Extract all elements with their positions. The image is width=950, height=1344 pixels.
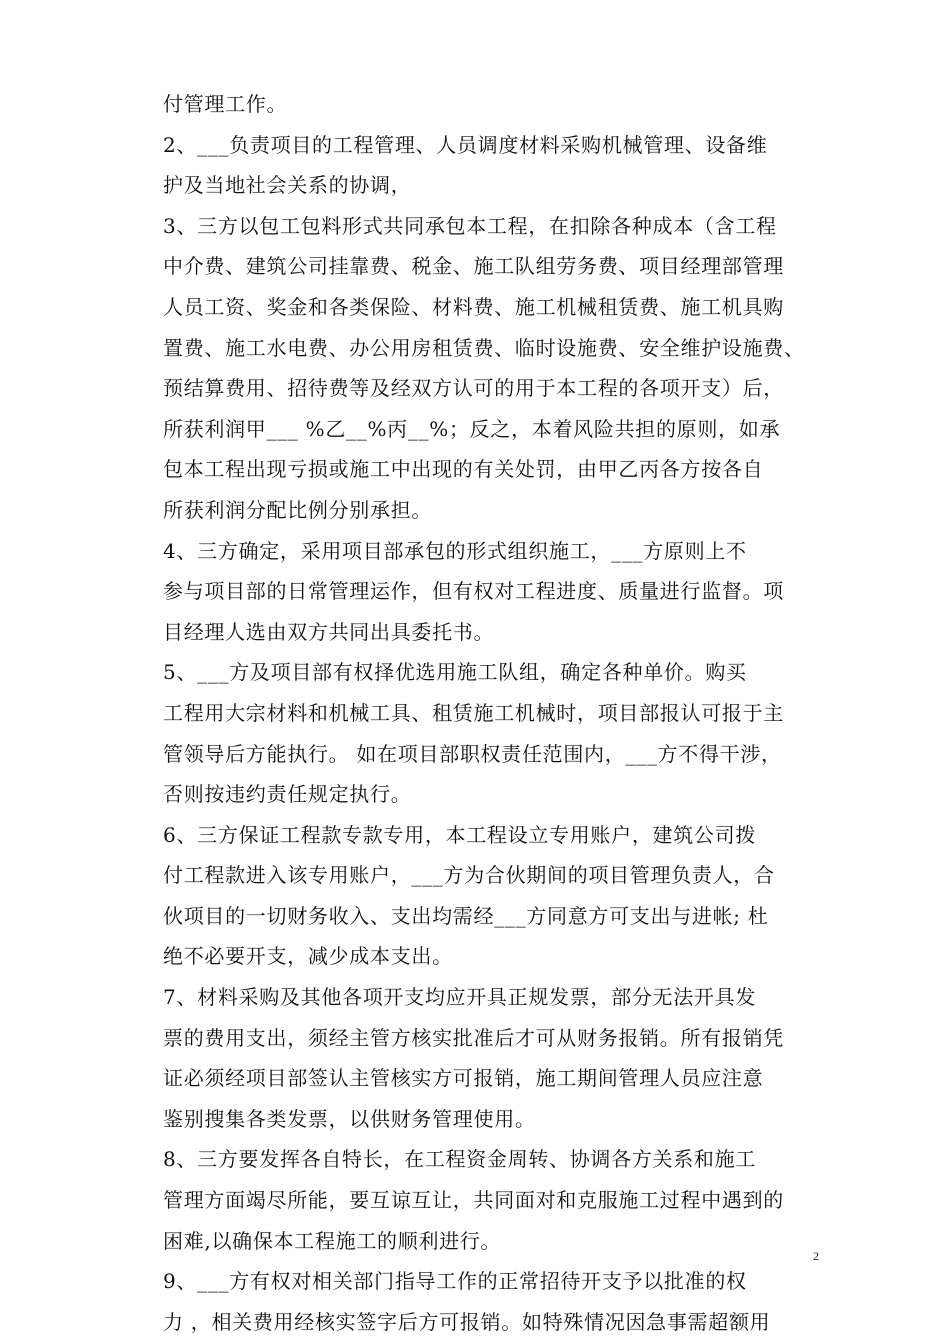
text-line: 所获利润甲___ %乙__%丙__%；反之，本着风险共担的原则，如承 bbox=[163, 416, 781, 441]
text-line: 人员工资、奖金和各类保险、材料费、施工机械租赁费、施工机具购 bbox=[163, 294, 784, 319]
body-text bbox=[163, 84, 813, 1342]
text-line: 8、三方要发挥各自特长，在工程资金周转、协调各方关系和施工 bbox=[163, 1147, 757, 1172]
text-line: 护及当地社会关系的协调， bbox=[163, 173, 412, 198]
text-line: 力 ，相关费用经核实签字后方可报销。如特殊情况因急事需超额用 bbox=[163, 1309, 771, 1334]
text-line: 管领导后方能执行。 如在项目部职权责任范围内，___方不得干涉， bbox=[163, 741, 782, 766]
text-line: 5、___方及项目部有权择优选用施工队组，确定各种单价。购买 bbox=[163, 660, 747, 685]
text-line: 付管理工作。 bbox=[163, 92, 288, 116]
text-line: 困难,以确保本工程施工的顺利进行。 bbox=[163, 1228, 502, 1253]
text-line: 预结算费用、招待费等及经双方认可的用于本工程的各项开支）后， bbox=[163, 376, 784, 401]
text-line: 伙项目的一切财务收入、支出均需经___方同意方可支出与进帐; 杜 bbox=[163, 903, 769, 928]
text-line: 置费、施工水电费、办公用房租赁费、临时设施费、安全维护设施费、 bbox=[163, 335, 805, 360]
text-line: 参与项目部的日常管理运作，但有权对工程进度、质量进行监督。项 bbox=[163, 579, 784, 604]
page-number: 2 bbox=[813, 1249, 819, 1263]
text-line: 付工程款进入该专用账户，___方为合伙期间的项目管理负责人，合 bbox=[163, 863, 775, 888]
text-line: 证必须经项目部签认主管核实方可报销，施工期间管理人员应注意 bbox=[163, 1066, 764, 1091]
text-line: 否则按违约责任规定执行。 bbox=[163, 782, 412, 807]
text-line: 6、三方保证工程款专款专用，本工程设立专用账户，建筑公司拨 bbox=[163, 822, 757, 847]
text-line: 7、材料采购及其他各项开支均应开具正规发票，部分无法开具发 bbox=[163, 985, 757, 1010]
text-line: 管理方面竭尽所能，要互谅互让，共同面对和克服施工过程中遇到的 bbox=[163, 1188, 784, 1213]
text-line: 包本工程出现亏损或施工中出现的有关处罚，由甲乙丙各方按各自 bbox=[163, 457, 764, 482]
text-line: 绝不必要开支，减少成本支出。 bbox=[163, 944, 453, 969]
text-line: 工程用大宗材料和机械工具、租赁施工机械时，项目部报认可报于主 bbox=[163, 700, 784, 725]
text-line: 3、三方以包工包料形式共同承包本工程，在扣除各种成本（含工程 bbox=[163, 213, 777, 238]
text-line: 票的费用支出，须经主管方核实批准后才可从财务报销。所有报销凭 bbox=[163, 1025, 784, 1050]
text-line: 中介费、建筑公司挂靠费、税金、施工队组劳务费、项目经理部管理 bbox=[163, 254, 784, 279]
text-line: 2、___负责项目的工程管理、人员调度材料采购机械管理、设备维 bbox=[163, 132, 768, 157]
text-line: 所获利润分配比例分别承担。 bbox=[163, 497, 433, 522]
text-line: 9、___方有权对相关部门指导工作的正常招待开支予以批准的权 bbox=[163, 1269, 747, 1294]
text-line: 目经理人选由双方共同出具委托书。 bbox=[163, 619, 495, 644]
text-line: 鉴别搜集各类发票，以供财务管理使用。 bbox=[163, 1106, 536, 1131]
text-line: 4、三方确定，采用项目部承包的形式组织施工，___方原则上不 bbox=[163, 538, 747, 563]
